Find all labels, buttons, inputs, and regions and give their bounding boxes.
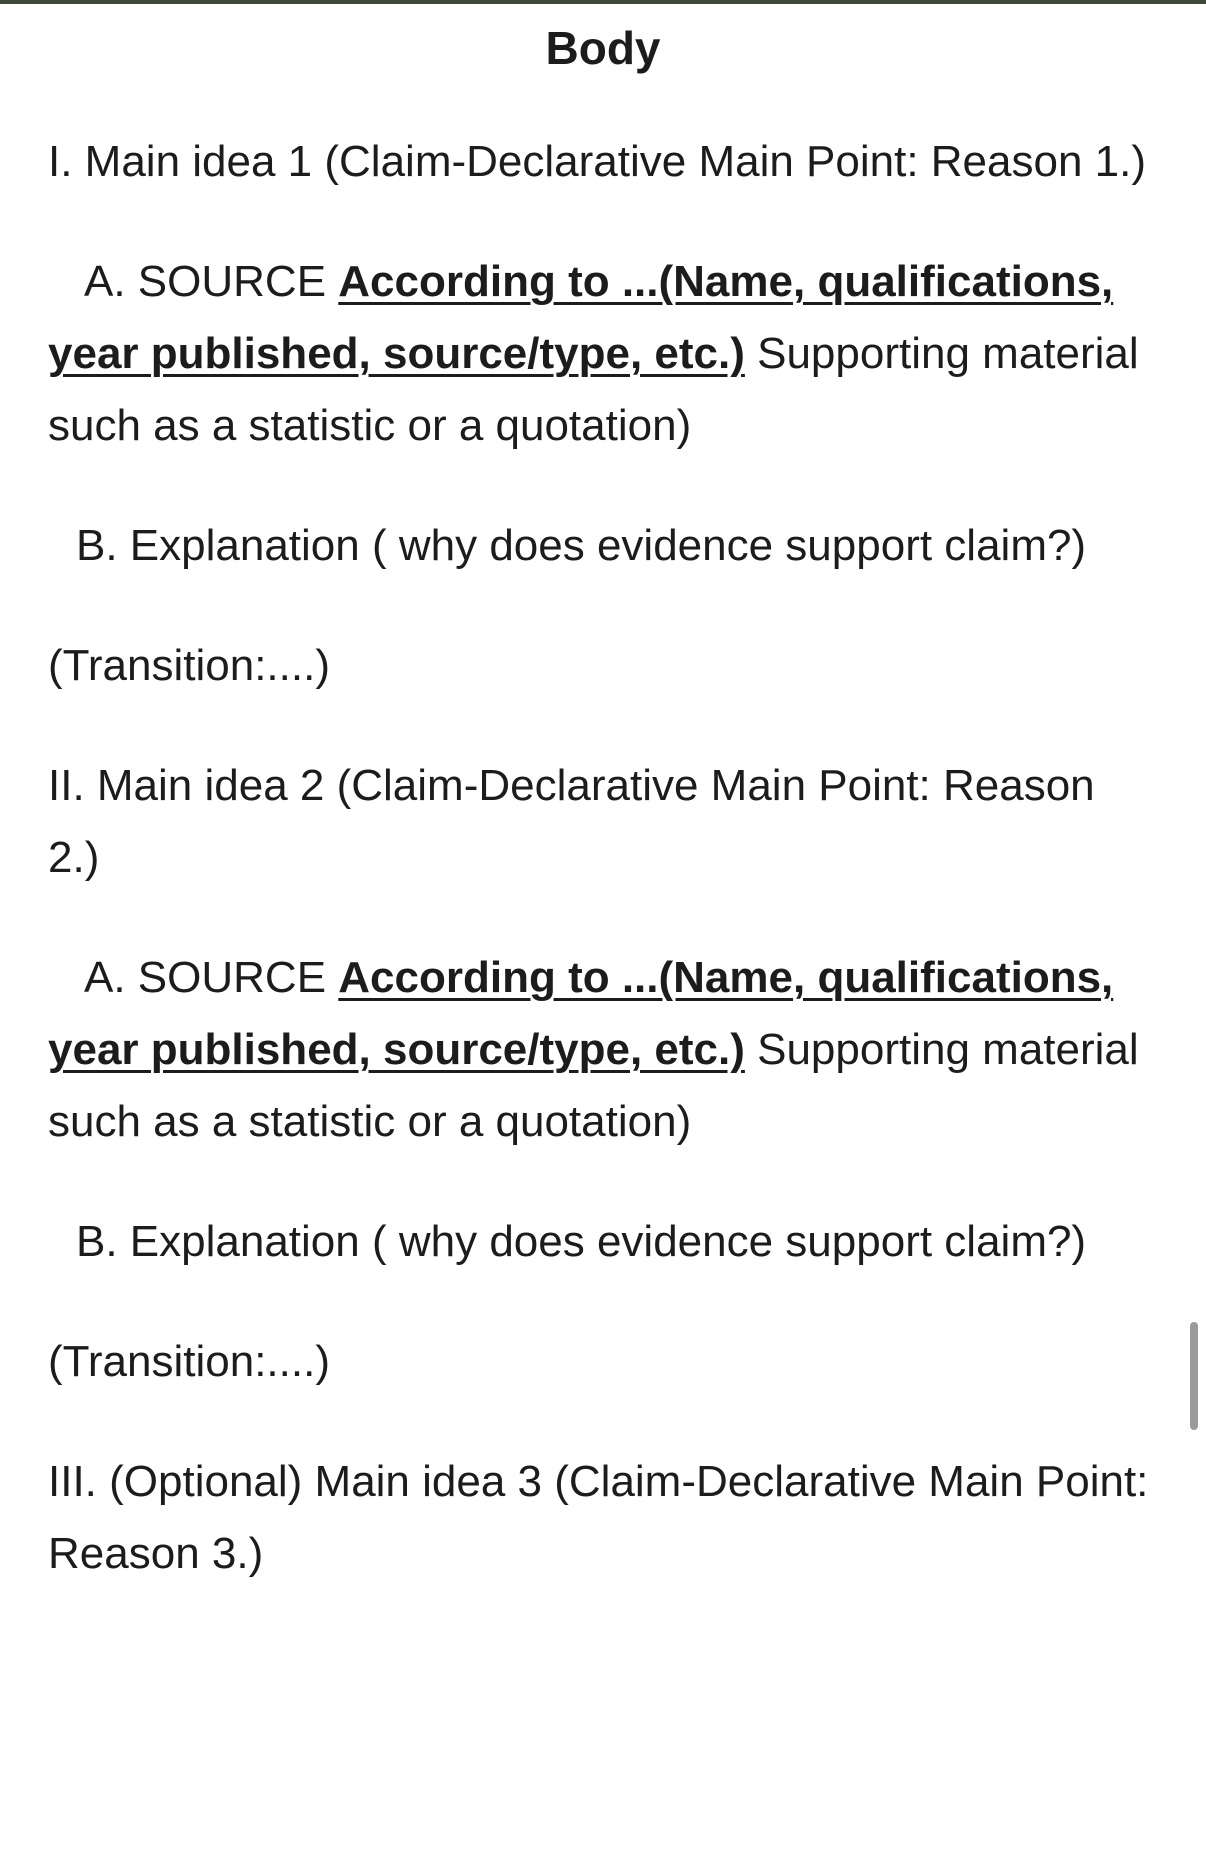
scrollbar-thumb[interactable] <box>1190 1322 1198 1430</box>
source-citation: According to ...(Name, qualifications, year published, source/type, etc.) <box>48 257 1114 378</box>
transition-1: (Transition:....) <box>48 641 330 690</box>
source-paragraph-1 <box>48 246 1158 462</box>
source-citation: According to ...(Name, qualifications, year published, source/type, etc.) <box>48 953 1114 1074</box>
page-title: Body <box>545 22 661 74</box>
top-divider <box>0 0 1206 4</box>
source-description: Supporting material such as a statistic or a quotation) <box>48 1025 1139 1146</box>
source-paragraph-2 <box>48 942 1158 1158</box>
source-label: A. SOURCE <box>84 953 339 1002</box>
main-idea-1: I. Main idea 1 (Claim-Declarative Main Point: Reason 1.) <box>48 137 1147 186</box>
source-label: A. SOURCE <box>84 257 339 306</box>
explanation-2: B. Explanation ( why does evidence support claim?) <box>76 1217 1087 1266</box>
main-idea-2: II. Main idea 2 (Claim-Declarative Main Point: Reason 2.) <box>48 761 1095 882</box>
source-description: Supporting material such as a statistic or a quotation) <box>48 329 1139 450</box>
explanation-1: B. Explanation ( why does evidence support claim?) <box>76 521 1087 570</box>
document-body <box>48 18 1158 1638</box>
main-idea-3: III. (Optional) Main idea 3 (Claim-Declarative Main Point: Reason 3.) <box>48 1457 1149 1578</box>
transition-2: (Transition:....) <box>48 1337 330 1386</box>
